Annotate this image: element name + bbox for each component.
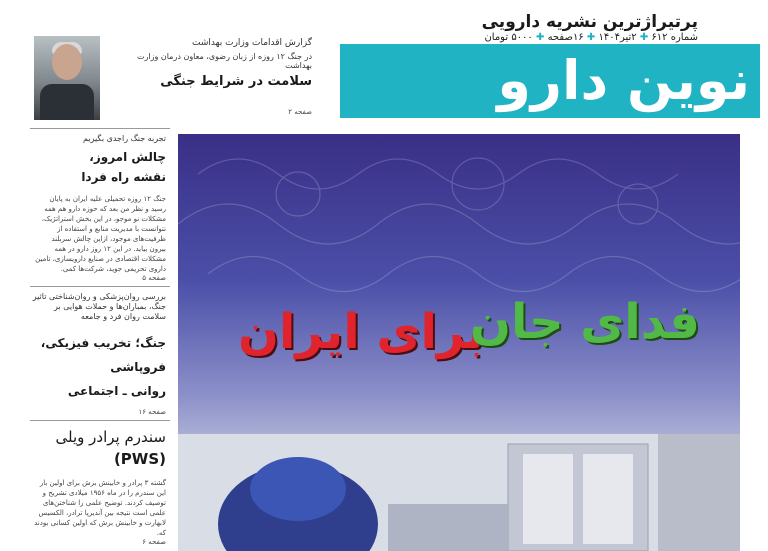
teaser-description: در جنگ ۱۲ روزه از زبان رضوی، معاون درمان وزارت بهداشت	[136, 52, 312, 70]
hero-image	[178, 134, 740, 551]
teaser-title: سلامت در شرایط جنگی	[160, 74, 312, 89]
teaser-page-ref: صفحه ۲	[288, 108, 312, 116]
issue-price: ۵۰۰۰ تومان	[484, 32, 533, 43]
story2-kicker: بررسی روان‌پزشکی و روان‌شناختی تاثیر جنگ، بمباران‌ها و حملات هوایی بر سلامت روان فرد و جامعه	[32, 292, 166, 321]
story2-title-line1: جنگ؛ تخریب فیزیکی،	[40, 336, 166, 350]
hero-headline-green: فدای جان	[470, 294, 700, 350]
divider	[30, 286, 170, 287]
portrait-photo	[34, 36, 100, 120]
story1-title-line2: نقشه راه فردا	[81, 170, 166, 184]
story2-title-line3: روانی ـ اجتماعی	[67, 384, 166, 398]
teaser-kicker: گزارش اقدامات وزارت بهداشت	[192, 38, 312, 48]
story1-body: جنگ ۱۲ روزه تحمیلی علیه ایران به پایان رسید و نظر من بعد که حوزه دارو هم همه مشکلات نو موجو، در این بخش استراتژیک، نتوانست با مدیریت منابع و استفاده از ظرفیت‌های موجود، ازاین چالش سربلند بیرون بیاید. در این ۱۲ روز دارو در همه مشکلات اقتصادی در صنایع دارویسازی، تامین داروی تحریمی جوید، شرکت‌ها کمی.	[35, 195, 166, 273]
story2-title-line2: فروپاشی	[110, 360, 166, 374]
issue-pages: ۱۶صفحه	[547, 32, 584, 43]
story3-body: گشته ۳ پرادر و خابینش برش برای اولین بار این سندرم را در ماه ۱۹۵۶ میلادی تشریح و توصیف کردند. توضیح علمی را شناختن‌های علمی است نتیجه بین آندیرپا ترادر، الکسیس لابهارت و خابینش برش که اولین کسانی بودند که.	[34, 479, 166, 537]
story3-page-ref: صفحه ۶	[142, 538, 166, 546]
divider	[30, 420, 170, 421]
issue-number: شماره ۶۱۲	[651, 32, 698, 43]
tagline: پرتیراژترین نشریه دارویی	[481, 12, 698, 32]
hero-headline	[208, 284, 728, 374]
issue-date: ۲تیر۱۴۰۴	[598, 32, 637, 43]
story1-kicker: تجربه جنگ راجدی بگیریم	[83, 134, 166, 143]
teaser-box	[30, 30, 320, 122]
story3-title-line1: سندرم پرادر ویلی	[55, 428, 166, 446]
logo-banner	[340, 44, 760, 118]
issue-info	[484, 32, 698, 43]
left-column	[30, 128, 170, 551]
plus-divider-icon: ✚	[639, 32, 649, 43]
story3-title-line2: (PWS)	[113, 450, 166, 468]
plus-divider-icon: ✚	[535, 32, 545, 43]
masthead	[336, 0, 768, 122]
logo: نوین دارو	[497, 49, 750, 112]
hospital-scene	[178, 434, 740, 551]
story2-page-ref: صفحه ۱۶	[138, 408, 166, 416]
divider	[30, 128, 170, 129]
story1-page-ref: صفحه ۵	[142, 274, 166, 282]
plus-divider-icon: ✚	[586, 32, 596, 43]
story1-title-line1: چالش امروز،	[89, 150, 166, 164]
hero-headline-red: برای ایران	[238, 304, 485, 360]
